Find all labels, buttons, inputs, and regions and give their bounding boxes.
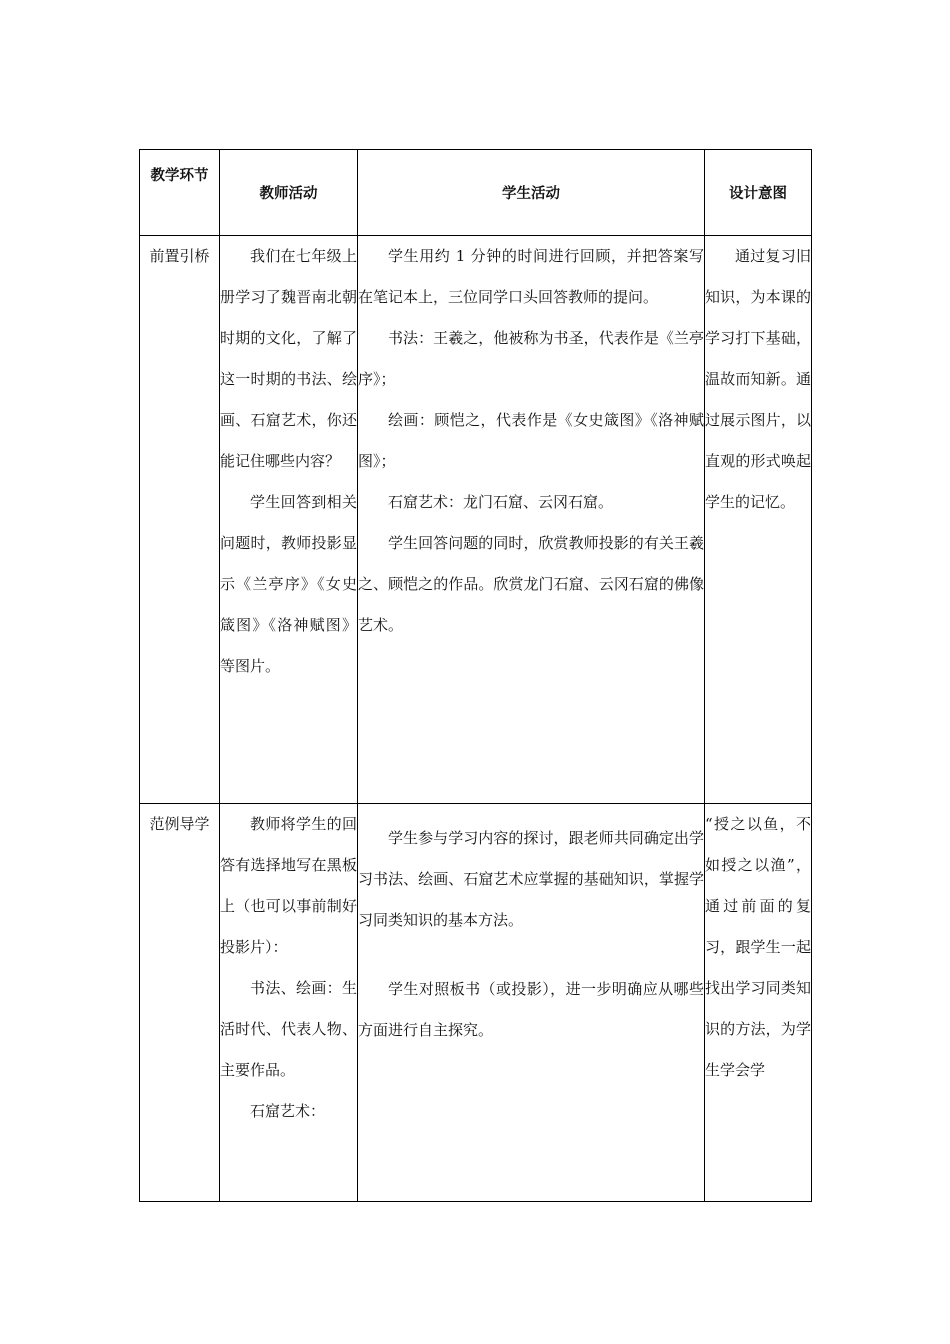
student-paragraph: 绘画：顾恺之，代表作是《女史箴图》《洛神赋图》；: [358, 411, 704, 470]
teacher-activity-cell: [220, 236, 358, 804]
intent-paragraph: 通过复习旧知识，为本课的学习打下基础，温故而知新。通过展示图片，以直观的形式唤起学生的记忆。: [705, 247, 811, 511]
teacher-paragraph: 我们在七年级上册学习了魏晋南北朝时期的文化，了解了这一时期的书法、绘画、石窟艺术，你还能记住哪些内容？: [220, 247, 357, 470]
lesson-plan-table: [139, 149, 812, 1202]
student-paragraph: 石窟艺术：龙门石窟、云冈石窟。: [388, 493, 614, 511]
table-row: [140, 236, 812, 804]
teacher-activity-cell: [220, 804, 358, 1202]
spacer: [358, 941, 704, 969]
student-paragraph: 学生参与学习内容的探讨，跟老师共同确定出学习书法、绘画、石窟艺术应掌握的基础知识，掌握学习同类知识的基本方法。: [358, 829, 704, 929]
student-activity-cell: [358, 804, 705, 1202]
header-teacher-activity: 教师活动: [220, 150, 358, 236]
design-intent-cell: [705, 236, 812, 804]
spacer: [358, 804, 704, 818]
stage-cell: 前置引桥: [140, 236, 220, 804]
header-stage: 教学环节: [140, 150, 220, 236]
design-intent-cell: [705, 804, 812, 1202]
student-activity-cell: [358, 236, 705, 804]
teacher-paragraph: 学生回答到相关问题时，教师投影显示《兰亭序》《女史箴图》《洛神赋图》等图片。: [220, 493, 357, 675]
student-paragraph: 学生用约 1 分钟的时间进行回顾，并把答案写在笔记本上，三位同学口头回答教师的提问。: [358, 247, 704, 306]
stage-cell: 范例导学: [140, 804, 220, 1202]
student-paragraph: 学生回答问题的同时，欣赏教师投影的有关王羲之、顾恺之的作品。欣赏龙门石窟、云冈石窟的佛像艺术。: [358, 534, 704, 634]
teacher-paragraph: 教师将学生的回答有选择地写在黑板上（也可以事前制好投影片）：: [220, 815, 357, 956]
student-paragraph: 书法：王羲之，他被称为书圣，代表作是《兰亭序》；: [358, 329, 704, 388]
header-student-activity: 学生活动: [358, 150, 705, 236]
teacher-paragraph: 石窟艺术：: [250, 1102, 326, 1120]
intent-paragraph: “授之以鱼，不如授之以渔”，通过前面的复习，跟学生一起找出学习同类知识的方法，为学生学会学: [705, 815, 811, 1079]
table-header-row: [140, 150, 812, 236]
student-paragraph: 学生对照板书（或投影），进一步明确应从哪些方面进行自主探究。: [358, 980, 704, 1039]
header-design-intent: 设计意图: [705, 150, 812, 236]
teacher-paragraph: 书法、绘画：生活时代、代表人物、主要作品。: [220, 979, 357, 1079]
table-row: [140, 804, 812, 1202]
